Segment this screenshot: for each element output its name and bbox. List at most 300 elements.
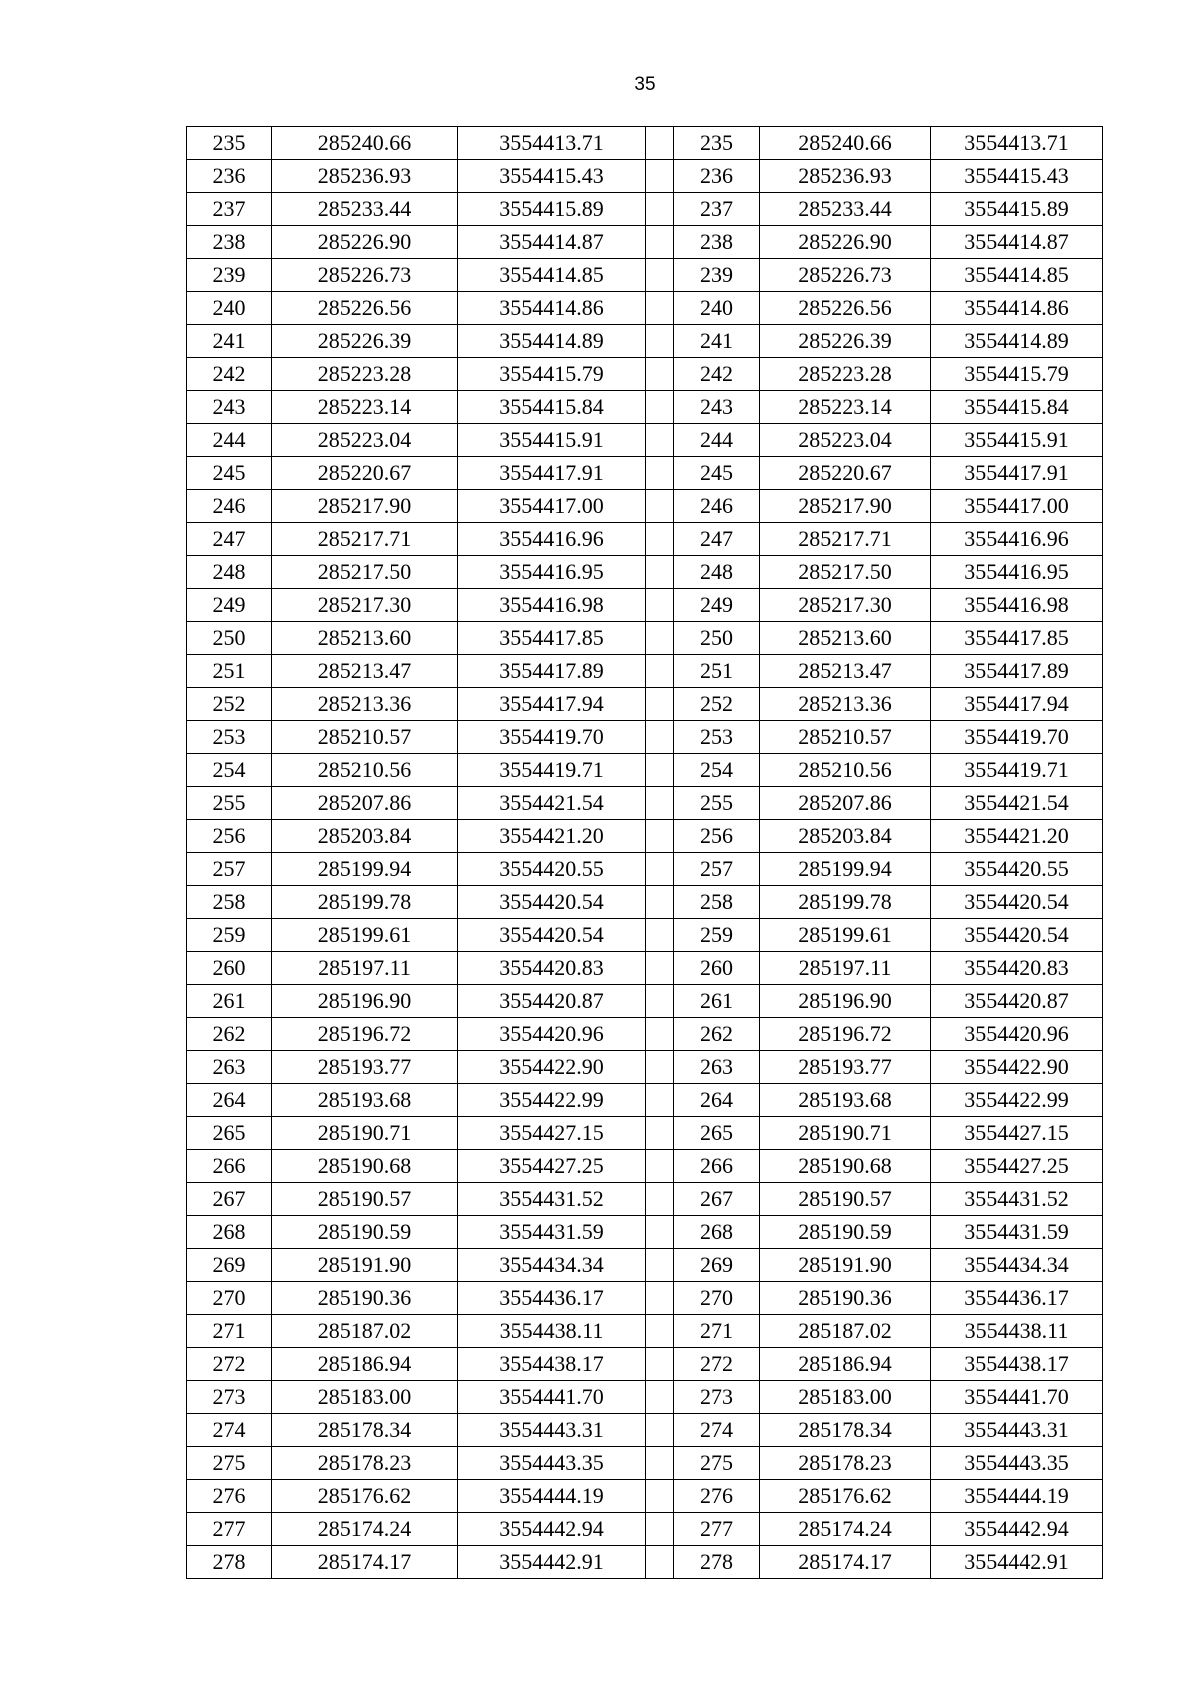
table-row: [187, 787, 1103, 820]
table-row: [187, 226, 1103, 259]
cell-left-point-no: 264: [187, 1084, 272, 1117]
cell-left-x: 285199.78: [272, 886, 458, 919]
cell-right-point-no: 245: [674, 457, 760, 490]
cell-right-y: 3554420.96: [931, 1018, 1103, 1051]
table-row: [187, 1282, 1103, 1315]
cell-right-x: 285178.34: [760, 1414, 931, 1447]
cell-right-x: 285199.61: [760, 919, 931, 952]
cell-right-y: 3554415.91: [931, 424, 1103, 457]
separator-cell: [646, 1150, 674, 1183]
cell-left-x: 285176.62: [272, 1480, 458, 1513]
cell-left-point-no: 249: [187, 589, 272, 622]
cell-right-y: 3554442.94: [931, 1513, 1103, 1546]
cell-right-y: 3554431.59: [931, 1216, 1103, 1249]
table-row: [187, 358, 1103, 391]
cell-right-x: 285226.56: [760, 292, 931, 325]
separator-cell: [646, 1018, 674, 1051]
cell-left-x: 285213.36: [272, 688, 458, 721]
cell-left-point-no: 273: [187, 1381, 272, 1414]
cell-left-x: 285217.30: [272, 589, 458, 622]
cell-left-x: 285217.90: [272, 490, 458, 523]
separator-cell: [646, 754, 674, 787]
cell-left-y: 3554431.52: [458, 1183, 646, 1216]
cell-right-x: 285213.47: [760, 655, 931, 688]
separator-cell: [646, 886, 674, 919]
table-row: [187, 556, 1103, 589]
cell-right-point-no: 246: [674, 490, 760, 523]
cell-right-x: 285178.23: [760, 1447, 931, 1480]
cell-right-x: 285223.04: [760, 424, 931, 457]
cell-left-x: 285190.59: [272, 1216, 458, 1249]
cell-right-x: 285183.00: [760, 1381, 931, 1414]
table-row: [187, 1216, 1103, 1249]
separator-cell: [646, 721, 674, 754]
separator-cell: [646, 259, 674, 292]
separator-cell: [646, 622, 674, 655]
cell-right-x: 285210.56: [760, 754, 931, 787]
cell-left-point-no: 265: [187, 1117, 272, 1150]
separator-cell: [646, 1183, 674, 1216]
separator-cell: [646, 391, 674, 424]
separator-cell: [646, 1348, 674, 1381]
cell-left-point-no: 253: [187, 721, 272, 754]
cell-right-x: 285223.14: [760, 391, 931, 424]
cell-left-y: 3554422.99: [458, 1084, 646, 1117]
cell-left-x: 285226.73: [272, 259, 458, 292]
cell-right-point-no: 271: [674, 1315, 760, 1348]
cell-right-y: 3554414.86: [931, 292, 1103, 325]
separator-cell: [646, 556, 674, 589]
cell-right-x: 285213.36: [760, 688, 931, 721]
cell-right-y: 3554415.89: [931, 193, 1103, 226]
cell-left-y: 3554420.54: [458, 919, 646, 952]
cell-left-y: 3554443.35: [458, 1447, 646, 1480]
cell-right-y: 3554444.19: [931, 1480, 1103, 1513]
cell-left-x: 285226.90: [272, 226, 458, 259]
cell-right-y: 3554420.54: [931, 886, 1103, 919]
cell-right-point-no: 275: [674, 1447, 760, 1480]
separator-cell: [646, 820, 674, 853]
cell-right-y: 3554420.83: [931, 952, 1103, 985]
cell-right-point-no: 268: [674, 1216, 760, 1249]
separator-cell: [646, 985, 674, 1018]
cell-right-x: 285187.02: [760, 1315, 931, 1348]
cell-left-point-no: 240: [187, 292, 272, 325]
cell-right-point-no: 242: [674, 358, 760, 391]
separator-cell: [646, 1084, 674, 1117]
cell-right-point-no: 243: [674, 391, 760, 424]
separator-cell: [646, 160, 674, 193]
cell-left-point-no: 278: [187, 1546, 272, 1579]
cell-left-point-no: 266: [187, 1150, 272, 1183]
cell-left-x: 285178.23: [272, 1447, 458, 1480]
cell-left-point-no: 245: [187, 457, 272, 490]
cell-left-point-no: 277: [187, 1513, 272, 1546]
cell-right-point-no: 261: [674, 985, 760, 1018]
cell-left-y: 3554443.31: [458, 1414, 646, 1447]
cell-left-y: 3554444.19: [458, 1480, 646, 1513]
cell-right-point-no: 258: [674, 886, 760, 919]
cell-left-x: 285174.24: [272, 1513, 458, 1546]
separator-cell: [646, 1216, 674, 1249]
cell-right-y: 3554419.70: [931, 721, 1103, 754]
cell-right-point-no: 276: [674, 1480, 760, 1513]
cell-right-y: 3554438.11: [931, 1315, 1103, 1348]
table-row: [187, 1117, 1103, 1150]
cell-right-point-no: 247: [674, 523, 760, 556]
cell-left-point-no: 270: [187, 1282, 272, 1315]
separator-cell: [646, 1381, 674, 1414]
separator-cell: [646, 424, 674, 457]
cell-left-point-no: 251: [187, 655, 272, 688]
separator-cell: [646, 787, 674, 820]
cell-right-x: 285213.60: [760, 622, 931, 655]
cell-left-y: 3554414.85: [458, 259, 646, 292]
cell-left-x: 285178.34: [272, 1414, 458, 1447]
cell-left-x: 285187.02: [272, 1315, 458, 1348]
cell-left-point-no: 247: [187, 523, 272, 556]
cell-right-point-no: 241: [674, 325, 760, 358]
separator-cell: [646, 1513, 674, 1546]
cell-right-y: 3554420.54: [931, 919, 1103, 952]
cell-right-y: 3554413.71: [931, 127, 1103, 160]
cell-right-x: 285176.62: [760, 1480, 931, 1513]
cell-left-y: 3554420.54: [458, 886, 646, 919]
cell-right-y: 3554416.95: [931, 556, 1103, 589]
cell-left-y: 3554415.91: [458, 424, 646, 457]
cell-left-point-no: 276: [187, 1480, 272, 1513]
cell-right-point-no: 277: [674, 1513, 760, 1546]
cell-right-y: 3554421.20: [931, 820, 1103, 853]
table-row: [187, 820, 1103, 853]
cell-left-point-no: 237: [187, 193, 272, 226]
cell-left-point-no: 248: [187, 556, 272, 589]
table-row: [187, 325, 1103, 358]
cell-left-point-no: 262: [187, 1018, 272, 1051]
cell-left-x: 285193.68: [272, 1084, 458, 1117]
cell-left-point-no: 259: [187, 919, 272, 952]
cell-left-y: 3554417.94: [458, 688, 646, 721]
cell-right-x: 285174.17: [760, 1546, 931, 1579]
cell-left-point-no: 263: [187, 1051, 272, 1084]
separator-cell: [646, 523, 674, 556]
cell-right-point-no: 253: [674, 721, 760, 754]
table-row: [187, 688, 1103, 721]
cell-right-x: 285226.39: [760, 325, 931, 358]
cell-right-y: 3554431.52: [931, 1183, 1103, 1216]
table-row: [187, 259, 1103, 292]
cell-left-x: 285196.90: [272, 985, 458, 1018]
cell-right-point-no: 236: [674, 160, 760, 193]
cell-left-y: 3554414.87: [458, 226, 646, 259]
cell-left-x: 285210.57: [272, 721, 458, 754]
cell-right-x: 285197.11: [760, 952, 931, 985]
cell-left-y: 3554417.85: [458, 622, 646, 655]
separator-cell: [646, 1546, 674, 1579]
cell-left-y: 3554421.54: [458, 787, 646, 820]
separator-cell: [646, 919, 674, 952]
separator-cell: [646, 1447, 674, 1480]
table-row: [187, 1018, 1103, 1051]
cell-left-x: 285223.14: [272, 391, 458, 424]
cell-left-x: 285196.72: [272, 1018, 458, 1051]
cell-left-x: 285174.17: [272, 1546, 458, 1579]
cell-right-point-no: 263: [674, 1051, 760, 1084]
cell-right-point-no: 269: [674, 1249, 760, 1282]
cell-right-point-no: 238: [674, 226, 760, 259]
cell-right-point-no: 255: [674, 787, 760, 820]
table-row: [187, 952, 1103, 985]
cell-left-y: 3554420.83: [458, 952, 646, 985]
cell-left-y: 3554442.94: [458, 1513, 646, 1546]
cell-left-point-no: 243: [187, 391, 272, 424]
table-row: [187, 721, 1103, 754]
cell-left-x: 285199.61: [272, 919, 458, 952]
cell-right-x: 285174.24: [760, 1513, 931, 1546]
cell-left-point-no: 239: [187, 259, 272, 292]
separator-cell: [646, 1414, 674, 1447]
cell-right-x: 285190.68: [760, 1150, 931, 1183]
cell-right-y: 3554415.79: [931, 358, 1103, 391]
cell-left-y: 3554416.96: [458, 523, 646, 556]
cell-right-point-no: 237: [674, 193, 760, 226]
cell-left-x: 285236.93: [272, 160, 458, 193]
cell-left-x: 285217.50: [272, 556, 458, 589]
table-row: [187, 1480, 1103, 1513]
cell-left-point-no: 242: [187, 358, 272, 391]
cell-left-y: 3554413.71: [458, 127, 646, 160]
separator-cell: [646, 457, 674, 490]
cell-left-point-no: 260: [187, 952, 272, 985]
cell-left-point-no: 244: [187, 424, 272, 457]
cell-left-point-no: 238: [187, 226, 272, 259]
separator-cell: [646, 127, 674, 160]
cell-left-y: 3554421.20: [458, 820, 646, 853]
table-row: [187, 457, 1103, 490]
cell-left-point-no: 275: [187, 1447, 272, 1480]
cell-left-y: 3554417.91: [458, 457, 646, 490]
cell-right-x: 285226.90: [760, 226, 931, 259]
coordinate-table: [186, 126, 1103, 1579]
cell-left-point-no: 235: [187, 127, 272, 160]
table-row: [187, 1249, 1103, 1282]
cell-right-y: 3554420.55: [931, 853, 1103, 886]
cell-left-y: 3554414.86: [458, 292, 646, 325]
cell-right-x: 285217.71: [760, 523, 931, 556]
cell-left-x: 285193.77: [272, 1051, 458, 1084]
cell-right-point-no: 248: [674, 556, 760, 589]
table-row: [187, 424, 1103, 457]
cell-left-x: 285186.94: [272, 1348, 458, 1381]
cell-right-point-no: 240: [674, 292, 760, 325]
cell-right-y: 3554417.89: [931, 655, 1103, 688]
cell-left-x: 285223.28: [272, 358, 458, 391]
cell-left-point-no: 274: [187, 1414, 272, 1447]
cell-right-y: 3554422.99: [931, 1084, 1103, 1117]
cell-right-y: 3554438.17: [931, 1348, 1103, 1381]
cell-right-point-no: 239: [674, 259, 760, 292]
cell-right-point-no: 257: [674, 853, 760, 886]
separator-cell: [646, 853, 674, 886]
cell-left-point-no: 241: [187, 325, 272, 358]
cell-left-y: 3554431.59: [458, 1216, 646, 1249]
cell-right-y: 3554416.96: [931, 523, 1103, 556]
cell-left-point-no: 269: [187, 1249, 272, 1282]
cell-right-y: 3554414.89: [931, 325, 1103, 358]
separator-cell: [646, 292, 674, 325]
table-row: [187, 1546, 1103, 1579]
cell-right-x: 285210.57: [760, 721, 931, 754]
table-row: [187, 853, 1103, 886]
cell-left-x: 285213.60: [272, 622, 458, 655]
table-row: [187, 193, 1103, 226]
cell-right-x: 285226.73: [760, 259, 931, 292]
table-row: [187, 1381, 1103, 1414]
cell-right-y: 3554415.43: [931, 160, 1103, 193]
table-row: [187, 127, 1103, 160]
cell-left-x: 285190.36: [272, 1282, 458, 1315]
cell-left-y: 3554438.11: [458, 1315, 646, 1348]
cell-right-y: 3554414.85: [931, 259, 1103, 292]
separator-cell: [646, 1282, 674, 1315]
separator-cell: [646, 358, 674, 391]
cell-left-point-no: 236: [187, 160, 272, 193]
cell-left-point-no: 254: [187, 754, 272, 787]
cell-left-x: 285190.57: [272, 1183, 458, 1216]
cell-left-x: 285210.56: [272, 754, 458, 787]
cell-right-point-no: 254: [674, 754, 760, 787]
cell-right-point-no: 244: [674, 424, 760, 457]
table-row: [187, 886, 1103, 919]
cell-right-y: 3554417.85: [931, 622, 1103, 655]
table-body: [187, 127, 1103, 1579]
cell-right-x: 285233.44: [760, 193, 931, 226]
cell-left-y: 3554415.43: [458, 160, 646, 193]
separator-cell: [646, 1051, 674, 1084]
cell-right-x: 285217.50: [760, 556, 931, 589]
cell-right-y: 3554414.87: [931, 226, 1103, 259]
cell-right-point-no: 273: [674, 1381, 760, 1414]
cell-left-x: 285191.90: [272, 1249, 458, 1282]
cell-right-x: 285191.90: [760, 1249, 931, 1282]
cell-right-x: 285190.59: [760, 1216, 931, 1249]
cell-right-x: 285190.36: [760, 1282, 931, 1315]
cell-left-y: 3554417.00: [458, 490, 646, 523]
cell-right-x: 285186.94: [760, 1348, 931, 1381]
cell-right-x: 285217.90: [760, 490, 931, 523]
cell-left-x: 285213.47: [272, 655, 458, 688]
cell-left-y: 3554422.90: [458, 1051, 646, 1084]
cell-left-point-no: 258: [187, 886, 272, 919]
cell-left-y: 3554434.34: [458, 1249, 646, 1282]
table-row: [187, 1051, 1103, 1084]
cell-right-point-no: 270: [674, 1282, 760, 1315]
table-row: [187, 1183, 1103, 1216]
cell-left-y: 3554415.79: [458, 358, 646, 391]
cell-right-point-no: 262: [674, 1018, 760, 1051]
cell-right-y: 3554417.94: [931, 688, 1103, 721]
cell-right-y: 3554415.84: [931, 391, 1103, 424]
table-row: [187, 1084, 1103, 1117]
cell-right-y: 3554420.87: [931, 985, 1103, 1018]
cell-right-x: 285220.67: [760, 457, 931, 490]
cell-left-x: 285190.68: [272, 1150, 458, 1183]
cell-right-y: 3554417.00: [931, 490, 1103, 523]
cell-right-x: 285223.28: [760, 358, 931, 391]
cell-left-x: 285199.94: [272, 853, 458, 886]
cell-right-y: 3554436.17: [931, 1282, 1103, 1315]
cell-left-y: 3554438.17: [458, 1348, 646, 1381]
cell-right-point-no: 252: [674, 688, 760, 721]
cell-right-x: 285199.78: [760, 886, 931, 919]
table-row: [187, 1414, 1103, 1447]
separator-cell: [646, 1249, 674, 1282]
cell-right-point-no: 235: [674, 127, 760, 160]
cell-left-y: 3554419.71: [458, 754, 646, 787]
table-row: [187, 1315, 1103, 1348]
cell-left-y: 3554414.89: [458, 325, 646, 358]
cell-left-x: 285197.11: [272, 952, 458, 985]
cell-left-x: 285207.86: [272, 787, 458, 820]
cell-left-x: 285220.67: [272, 457, 458, 490]
separator-cell: [646, 490, 674, 523]
cell-left-point-no: 256: [187, 820, 272, 853]
cell-left-x: 285240.66: [272, 127, 458, 160]
cell-right-y: 3554416.98: [931, 589, 1103, 622]
cell-right-point-no: 272: [674, 1348, 760, 1381]
separator-cell: [646, 688, 674, 721]
table-row: [187, 985, 1103, 1018]
cell-left-x: 285223.04: [272, 424, 458, 457]
cell-right-point-no: 251: [674, 655, 760, 688]
table-row: [187, 1348, 1103, 1381]
cell-right-x: 285190.57: [760, 1183, 931, 1216]
cell-left-point-no: 261: [187, 985, 272, 1018]
table-row: [187, 754, 1103, 787]
cell-left-point-no: 272: [187, 1348, 272, 1381]
cell-right-y: 3554443.35: [931, 1447, 1103, 1480]
table-row: [187, 490, 1103, 523]
cell-right-y: 3554441.70: [931, 1381, 1103, 1414]
table-row: [187, 160, 1103, 193]
cell-left-y: 3554415.84: [458, 391, 646, 424]
table-row: [187, 1150, 1103, 1183]
cell-right-y: 3554421.54: [931, 787, 1103, 820]
cell-left-y: 3554420.55: [458, 853, 646, 886]
cell-right-y: 3554434.34: [931, 1249, 1103, 1282]
table-row: [187, 655, 1103, 688]
cell-left-y: 3554441.70: [458, 1381, 646, 1414]
table-row: [187, 589, 1103, 622]
separator-cell: [646, 655, 674, 688]
table-row: [187, 523, 1103, 556]
separator-cell: [646, 193, 674, 226]
table-row: [187, 391, 1103, 424]
separator-cell: [646, 1315, 674, 1348]
separator-cell: [646, 1117, 674, 1150]
cell-left-point-no: 246: [187, 490, 272, 523]
cell-right-x: 285207.86: [760, 787, 931, 820]
cell-right-x: 285190.71: [760, 1117, 931, 1150]
table-row: [187, 1447, 1103, 1480]
cell-left-point-no: 257: [187, 853, 272, 886]
cell-left-y: 3554417.89: [458, 655, 646, 688]
cell-left-x: 285233.44: [272, 193, 458, 226]
cell-right-point-no: 260: [674, 952, 760, 985]
cell-right-point-no: 256: [674, 820, 760, 853]
cell-right-y: 3554417.91: [931, 457, 1103, 490]
cell-left-point-no: 250: [187, 622, 272, 655]
